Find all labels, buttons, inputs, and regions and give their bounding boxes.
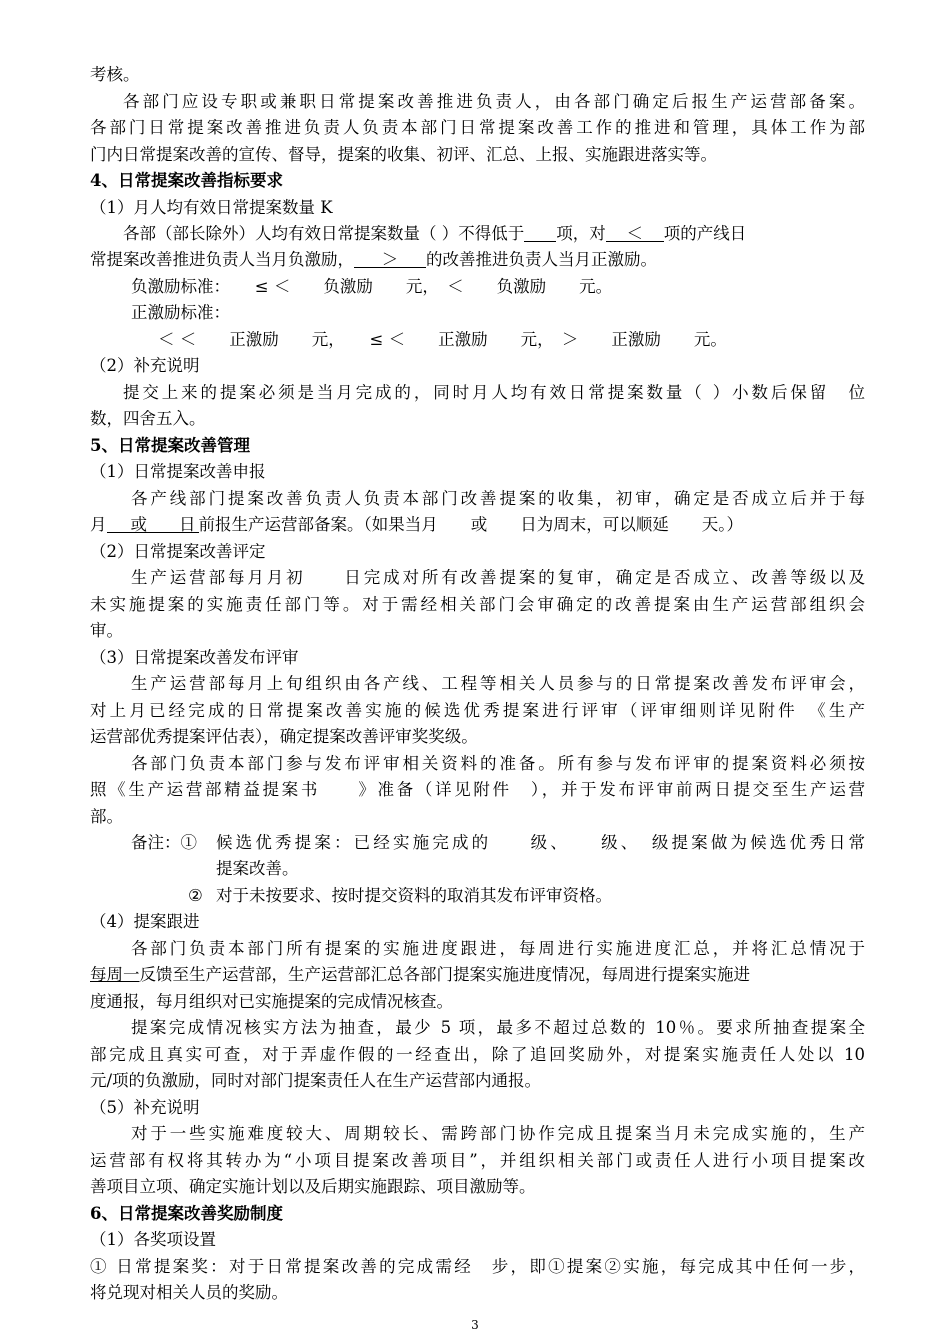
heading-text: （2）日常提案改善评定 bbox=[90, 542, 266, 561]
paragraph-line bbox=[90, 115, 865, 141]
text-span: 善项目立项、确定实施计划以及后期实施跟踪、项目激励等。 bbox=[90, 1177, 536, 1196]
text-span: 反馈至生产运营部，生产运营部汇总各部门提案实施进度情况，每周进行提案实施进 bbox=[139, 965, 750, 984]
paragraph-line bbox=[123, 221, 865, 247]
paragraph-line bbox=[90, 618, 865, 644]
text-span: 提交上来的提案必须是当月完成的，同时月人均有效日常提案数量（ ）小数后保留 位 bbox=[123, 383, 865, 402]
blank-underline bbox=[606, 221, 664, 242]
text-span: 的改善推进负责人当月正激励。 bbox=[426, 250, 657, 269]
section-heading bbox=[90, 168, 865, 194]
paragraph-line bbox=[90, 1280, 865, 1306]
paragraph-line bbox=[90, 962, 865, 988]
text-span: 生产运营部每月月初 日完成对所有改善提案的复审，确定是否成立、改善等级以及 bbox=[131, 568, 865, 587]
greater-than-symbol: ＞ bbox=[381, 250, 399, 269]
paragraph-line bbox=[90, 592, 865, 618]
text-span: 常提案改善推进负责人当月负激励， bbox=[90, 250, 354, 269]
text-span: 未实施提案的实施责任部门等。对于需经相关部门会审确定的改善提案由生产运营部组织会 bbox=[90, 595, 865, 614]
text-span: 提案完成情况核实方法为抽查，最少 5 项，最多不超过总数的 10％。要求所抽查提案全 bbox=[131, 1018, 865, 1037]
note-marker-2 bbox=[188, 883, 218, 909]
paragraph-line bbox=[123, 380, 865, 406]
note-label bbox=[131, 830, 221, 856]
penalty-standard-line bbox=[131, 274, 865, 300]
heading-text: 4、日常提案改善指标要求 bbox=[90, 171, 283, 190]
subsection-heading bbox=[90, 909, 865, 935]
text-span: 审。 bbox=[90, 621, 123, 640]
text-span: 考核。 bbox=[90, 65, 140, 84]
text-span: 候选优秀提案：已经实施完成的 级、 级、 级提案做为候选优秀日常 bbox=[216, 833, 865, 852]
text-span: 日 bbox=[179, 515, 196, 534]
section-heading bbox=[90, 433, 865, 459]
paragraph-line bbox=[90, 1254, 865, 1280]
paragraph-line bbox=[131, 1121, 865, 1147]
less-than-symbol: ＜ bbox=[626, 224, 643, 243]
heading-text: （1）日常提案改善申报 bbox=[90, 462, 266, 481]
paragraph-line bbox=[90, 1042, 865, 1068]
text-span: 各部门日常提案改善推进负责人负责本部门日常提案改善工作的推进和管理，具体工作为部 bbox=[90, 118, 865, 137]
text-span: 部。 bbox=[90, 807, 123, 826]
subsection-heading bbox=[90, 459, 865, 485]
paragraph-line bbox=[131, 565, 865, 591]
heading-text: （5）补充说明 bbox=[90, 1098, 200, 1117]
subsection-heading bbox=[90, 1227, 865, 1253]
text-span: 对于一些实施难度较大、周期较长、需跨部门协作完成且提案当月未完成实施的，生产 bbox=[131, 1124, 865, 1143]
paragraph-line bbox=[131, 1015, 865, 1041]
paragraph-line bbox=[90, 804, 865, 830]
text-span: 各部门负责本部门参与发布评审相关资料的准备。所有参与发布评审的提案资料必须按 bbox=[131, 754, 865, 773]
subsection-heading bbox=[90, 195, 865, 221]
text-span: 部完成且真实可查，对于弄虚作假的一经查出，除了追回奖励外，对提案实施责任人处以 10 bbox=[90, 1045, 865, 1064]
text-span: 照《生产运营部精益提案书 》准备（详见附件 ），并于发布评审前两日提交至生产运营 bbox=[90, 780, 865, 799]
page-number: 3 bbox=[471, 1318, 479, 1332]
reward-standard-label bbox=[131, 300, 865, 326]
paragraph-line bbox=[131, 936, 865, 962]
subsection-heading bbox=[90, 1095, 865, 1121]
text-span: 生产运营部每月上旬组织由各产线、工程等相关人员参与的日常提案改善发布评审会， bbox=[131, 674, 865, 693]
text-span: 各部门应设专职或兼职日常提案改善推进负责人，由各部门确定后报生产运营部备案。 bbox=[123, 92, 865, 111]
paragraph-line bbox=[131, 751, 865, 777]
text-span: ＜ ＜ 正激励 元， ≤ ＜ 正激励 元， ＞ 正激励 元。 bbox=[158, 330, 727, 349]
text-span: 各部门负责本部门所有提案的实施进度跟进，每周进行实施进度汇总，并将汇总情况于 bbox=[131, 939, 865, 958]
paragraph-line bbox=[90, 142, 865, 168]
text-span: 对上月已经完成的日常提案改善实施的候选优秀提案进行评审（评审细则详见附件 《生产 bbox=[90, 701, 865, 720]
subsection-heading bbox=[90, 353, 865, 379]
text-span: 元/项的负激励，同时对部门提案责任人在生产运营部内通报。 bbox=[90, 1071, 542, 1090]
paragraph-line bbox=[90, 777, 865, 803]
text-span: 负激励标准： ≤ ＜ 负激励 元， ＜ 负激励 元。 bbox=[131, 277, 613, 296]
text-span: 度通报，每月组织对已实施提案的完成情况核查。 bbox=[90, 992, 453, 1011]
text-span: ① 日常提案奖：对于日常提案改善的完成需经 步，即①提案②实施，每完成其中任何一步， bbox=[90, 1257, 865, 1276]
heading-text: （4）提案跟进 bbox=[90, 912, 200, 931]
paragraph-line bbox=[90, 406, 865, 432]
paragraph-line bbox=[90, 1068, 865, 1094]
text-span: 运营部优秀提案评估表），确定提案改善评审奖奖级。 bbox=[90, 727, 478, 746]
paragraph-line bbox=[90, 989, 865, 1015]
heading-text: （1）月人均有效日常提案数量 K bbox=[90, 198, 333, 217]
blank-underline bbox=[524, 221, 556, 242]
text-span: 运营部有权将其转办为“小项目提案改善项目”，并组织相关部门或责任人进行小项目提案改 bbox=[90, 1151, 865, 1170]
text-span: 数，四舍五入。 bbox=[90, 409, 206, 428]
blank-underline bbox=[107, 512, 199, 533]
paragraph-line bbox=[90, 512, 865, 538]
heading-text: （3）日常提案改善发布评审 bbox=[90, 648, 299, 667]
reward-standard-line bbox=[158, 327, 865, 353]
paragraph-line bbox=[90, 698, 865, 724]
text-span: 正激励标准： bbox=[131, 303, 230, 322]
paragraph-line bbox=[90, 1174, 865, 1200]
text-span: 对于未按要求、按时提交资料的取消其发布评审资格。 bbox=[216, 886, 612, 905]
heading-text: （2）补充说明 bbox=[90, 356, 200, 375]
note-item-2 bbox=[216, 883, 865, 909]
heading-text: 5、日常提案改善管理 bbox=[90, 436, 250, 455]
paragraph-line bbox=[90, 724, 865, 750]
paragraph-line bbox=[131, 671, 865, 697]
underlined-text: 每周一 bbox=[90, 965, 140, 984]
paragraph-line bbox=[131, 486, 865, 512]
blank-underline bbox=[354, 247, 426, 268]
note-item-1 bbox=[216, 830, 865, 856]
text-span: 各部（部长除外）人均有效日常提案数量（ ）不得低于 bbox=[123, 224, 525, 243]
text-span: 提案改善。 bbox=[216, 859, 299, 878]
paragraph-line bbox=[90, 1148, 865, 1174]
paragraph-line bbox=[90, 247, 865, 273]
subsection-heading bbox=[90, 539, 865, 565]
section-heading bbox=[90, 1201, 865, 1227]
subsection-heading bbox=[90, 645, 865, 671]
text-span: 月 bbox=[90, 515, 107, 534]
text-span: 项的产线日 bbox=[663, 224, 747, 243]
text-span: ② bbox=[188, 886, 203, 905]
heading-text: （1）各奖项设置 bbox=[90, 1230, 216, 1249]
text-span: 各产线部门提案改善负责人负责本部门改善提案的收集，初审，确定是否成立后并于每 bbox=[131, 489, 865, 508]
note-item-1-continued bbox=[216, 856, 865, 882]
heading-text: 6、日常提案改善奖励制度 bbox=[90, 1204, 283, 1223]
paragraph-line bbox=[90, 89, 865, 115]
text-span: 门内日常提案改善的宣传、督导，提案的收集、初评、汇总、上报、实施跟进落实等。 bbox=[90, 145, 717, 164]
text-line bbox=[90, 62, 865, 88]
text-span: 项，对 bbox=[556, 224, 606, 243]
text-span: 将兑现对相关人员的奖励。 bbox=[90, 1283, 288, 1302]
text-span: 备注：① bbox=[131, 833, 197, 852]
text-span: 前报生产运营部备案。（如果当月 或 日为周末，可以顺延 天。） bbox=[198, 515, 743, 534]
text-span: 或 bbox=[130, 515, 147, 534]
